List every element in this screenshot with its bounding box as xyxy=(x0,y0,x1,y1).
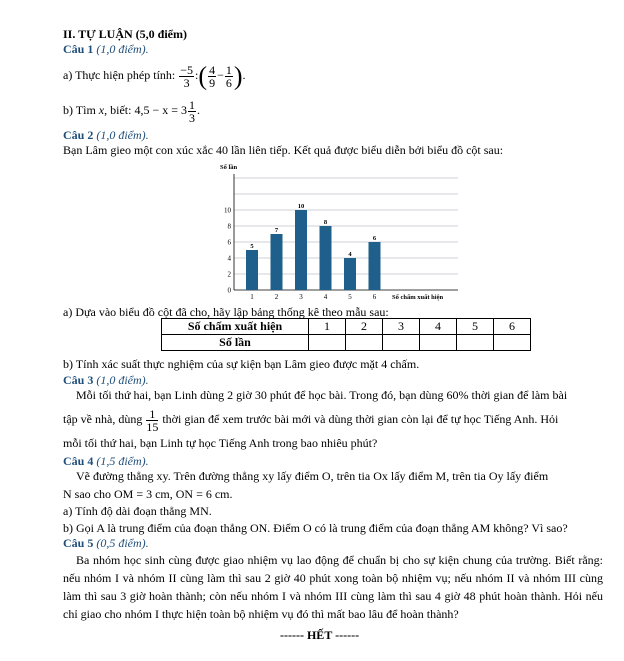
dice-bar-chart xyxy=(218,160,468,306)
data-label: 7 xyxy=(274,227,279,234)
q3-line-3: mỗi tối thứ hai, bạn Linh tự học Tiếng Anh trong bao nhiêu phút? xyxy=(63,436,378,450)
q2-part-b: b) Tính xác suất thực nghiệm của sự kiện bạn Lâm gieo được mặt 4 chấm. xyxy=(63,357,420,371)
q2-intro: Bạn Lâm gieo một con xúc xắc 40 lần liên tiếp. Kết quả được biểu diễn bởi biểu đồ cột sau: xyxy=(63,143,504,157)
data-label: 8 xyxy=(323,219,328,226)
y-tick-label: 4 xyxy=(227,254,231,263)
y-tick-label: 6 xyxy=(227,238,231,247)
q1-a-frac3: $\frac{1}{6}$ xyxy=(225,62,232,90)
q4-part-b: b) Gọi A là trung điểm của đoạn thẳng ON. Điểm O có là trung điểm của đoạn thẳng AM không? Vì sao? xyxy=(63,521,568,535)
y-tick-label: 10 xyxy=(224,206,231,215)
table-col-6: 6 xyxy=(494,319,531,335)
x-tick-label: 6 xyxy=(372,293,377,301)
q4-points: (1,5 điểm). xyxy=(96,454,149,468)
bar-1 xyxy=(246,250,258,290)
q5-body: Ba nhóm học sinh cùng được giao nhiệm vụ lao động để chuẩn bị cho sự kiện chung của trường. Biết rằng: nếu nhóm I và nhóm II cùng làm thì sau 2 giờ 40 phút xong toàn bộ nhiệm vụ; nếu nhóm II và nhóm III cùng làm thì sau 3 giờ hoàn thành; còn nếu nhóm I và nhóm III cùng làm thì sau 4 giờ 48 phút hoàn thành. Hỏi nếu chỉ giao cho nhóm I thực hiện toàn bộ nhiệm vụ đó thì mất bao lâu để hoàn thành? xyxy=(63,553,603,621)
q1-b-frac: $\frac{1}{3}$ xyxy=(188,97,195,125)
bar-2 xyxy=(271,234,283,290)
y-tick-label: 8 xyxy=(227,222,231,231)
q3-line-2: tập về nhà, dùng $\frac{1}{15}$ thời gian để xem trước bài mới và dùng thời gian còn lại để tự học Tiếng Anh. Hỏi xyxy=(63,406,559,434)
q1-b-var: x xyxy=(98,103,105,117)
table-row xyxy=(162,335,531,351)
table-cell xyxy=(383,335,420,351)
y-tick-label: 0 xyxy=(227,286,231,295)
end-marker: ------ HẾT ------ xyxy=(280,628,360,642)
q1-points: (1,0 điểm). xyxy=(96,42,149,56)
q3-frac: $\frac{1}{15}$ xyxy=(146,406,159,434)
q5-label: Câu 5 xyxy=(63,536,94,550)
q2-heading xyxy=(63,128,149,142)
chart-bars xyxy=(246,203,381,290)
bar-5 xyxy=(344,258,356,290)
data-label: 5 xyxy=(250,243,254,250)
data-label: 4 xyxy=(348,251,352,258)
x-tick-label: 1 xyxy=(250,293,254,301)
y-tick-label: 2 xyxy=(227,270,231,279)
q4-label: Câu 4 xyxy=(63,454,94,468)
q2-part-a: a) Dựa vào biểu đồ cột đã cho, hãy lập bảng thống kê theo mẫu sau: xyxy=(63,305,389,319)
q4-heading xyxy=(63,454,149,468)
q1-a-frac1: $\frac{-5}{3}$ xyxy=(180,62,194,90)
q1-a-frac2: $\frac{4}{9}$ xyxy=(209,62,216,90)
table-cell xyxy=(346,335,383,351)
bar-3 xyxy=(295,210,307,290)
table-col-1: 1 xyxy=(309,319,346,335)
q1-part-b: b) Tìm x, biết: 4,5 − x = 3 $\frac{1}{3}$ . xyxy=(63,97,200,125)
q3-points: (1,0 điểm). xyxy=(96,373,149,387)
table-cell xyxy=(309,335,346,351)
table-row xyxy=(162,319,531,335)
q1-part-a: a) Thực hiện phép tính: $\frac{-5}{3}$ :( $\frac{4}{9}$ − $\frac{1}{6}$ ). xyxy=(63,61,246,91)
table-cell xyxy=(420,335,457,351)
x-tick-label: 2 xyxy=(274,293,279,301)
q4-part-a: a) Tính độ dài đoạn thẳng MN. xyxy=(63,504,212,518)
table-col-2: 2 xyxy=(346,319,383,335)
q1-a-colon: : xyxy=(195,68,199,82)
q1-b-mid: , biết: xyxy=(104,103,132,117)
stat-table xyxy=(161,318,531,351)
q5-points: (0,5 điểm). xyxy=(96,536,149,550)
table-col-5: 5 xyxy=(457,319,494,335)
q4-line-2: N sao cho OM = 3 cm, ON = 6 cm. xyxy=(63,487,233,501)
bar-6 xyxy=(369,242,381,290)
q4-line-1: Vẽ đường thẳng xy. Trên đường thẳng xy lấy điểm O, trên tia Ox lấy điểm M, trên tia Oy lấy điểm xyxy=(76,469,549,483)
x-tick-label: 5 xyxy=(348,293,352,301)
q2-points: (1,0 điểm). xyxy=(96,128,149,142)
data-label: 10 xyxy=(297,203,305,210)
table-cell xyxy=(457,335,494,351)
q1-label: Câu 1 xyxy=(63,42,94,56)
table-col-3: 3 xyxy=(383,319,420,335)
q1-b-prefix: b) Tìm xyxy=(63,103,96,117)
section-title: II. TỰ LUẬN (5,0 điểm) xyxy=(63,27,188,41)
table-cell xyxy=(494,335,531,351)
q1-a-prefix: a) Thực hiện phép tính: xyxy=(63,68,176,82)
chart-xlabel: Số chấm xuất hiện xyxy=(392,294,444,301)
q5-heading xyxy=(63,536,149,550)
table-header-count: Số lần xyxy=(162,335,309,351)
x-tick-label: 3 xyxy=(299,293,303,301)
table-header-dots: Số chấm xuất hiện xyxy=(162,319,309,335)
q1-heading xyxy=(63,42,149,56)
q2-label: Câu 2 xyxy=(63,128,94,142)
x-tick-label: 4 xyxy=(323,293,328,301)
q1-b-expr: 4,5 − x = 3 xyxy=(134,103,187,117)
data-label: 6 xyxy=(372,235,377,242)
q3-line-1: Mỗi tối thứ hai, bạn Linh dùng 2 giờ 30 phút để học bài. Trong đó, bạn dùng 60% thời gian để làm bài xyxy=(76,388,568,402)
table-col-4: 4 xyxy=(420,319,457,335)
q3-label: Câu 3 xyxy=(63,373,94,387)
q3-heading xyxy=(63,373,149,387)
chart-ylabel: Số lần xyxy=(220,164,238,171)
bar-4 xyxy=(320,226,332,290)
